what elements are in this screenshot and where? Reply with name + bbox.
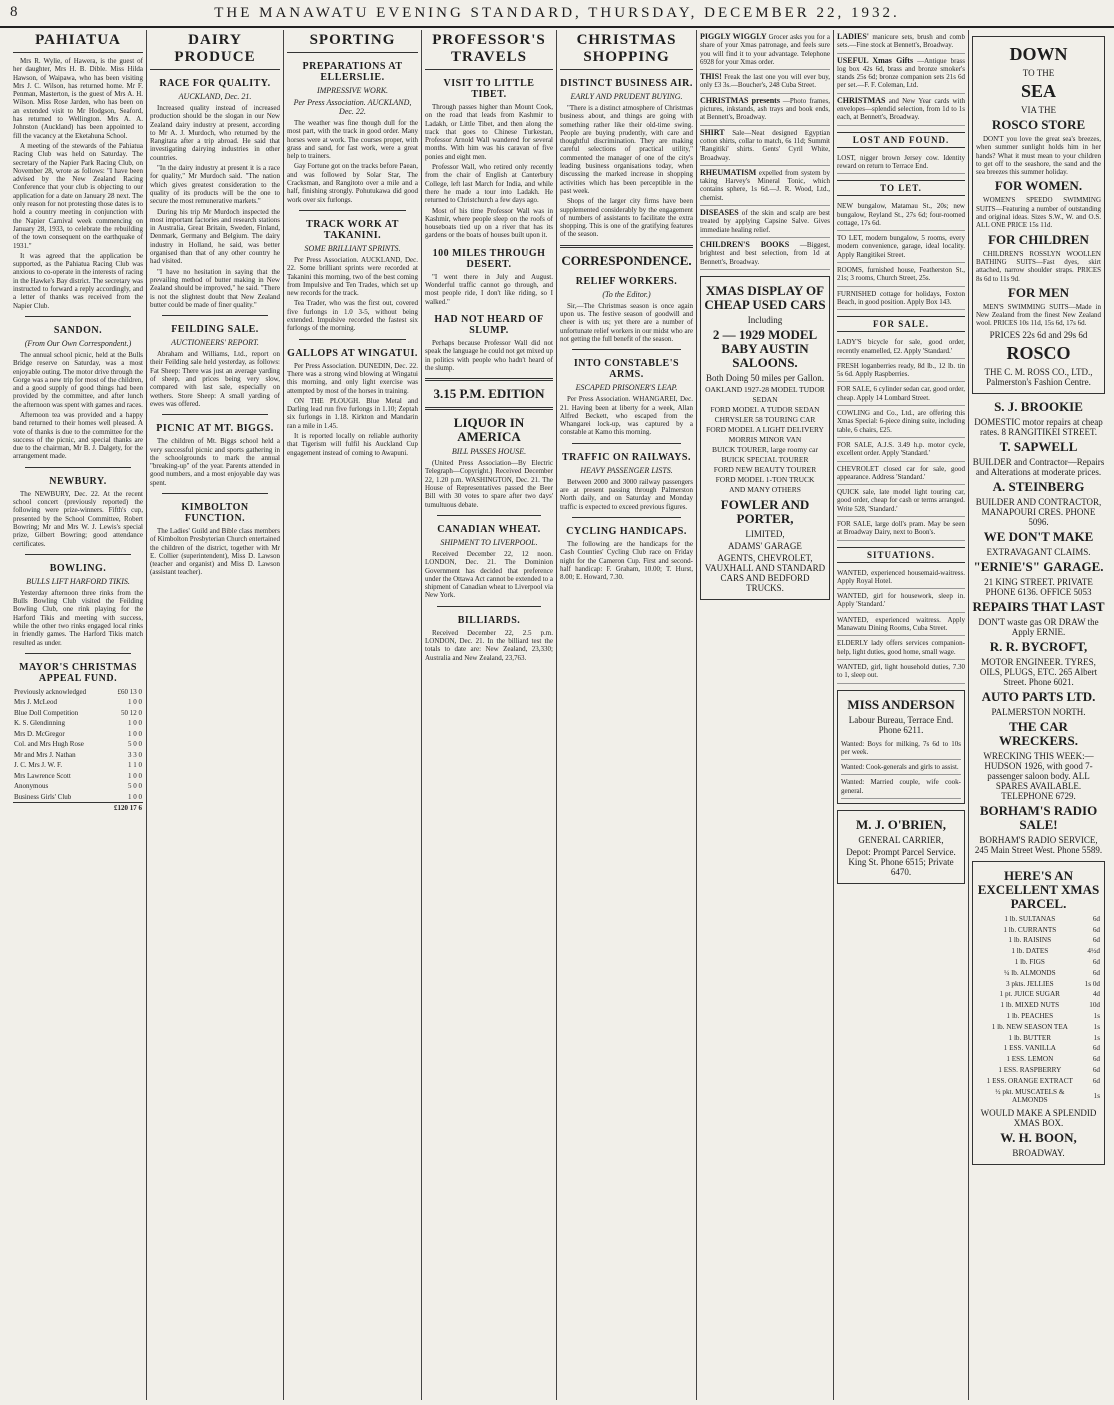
classified-ad: USEFUL Xmas Gifts —Antique brass log box 42s 6d, brass and bronze smoker's stands 25s 6d; bronze companion sets 21s 6d per set.—F. F. Coleman, Ltd.: [837, 54, 965, 94]
fund-table: [13, 687, 143, 814]
desert-subheading: 100 MILES THROUGH DESERT.: [432, 247, 546, 270]
divider: [25, 554, 131, 555]
sapwell-sub: BUILDER and Contractor—Repairs and Alterations at moderate prices.: [972, 456, 1105, 477]
column-classifieds: [834, 30, 969, 1400]
dateline: Per Press Association. AUCKLAND, Dec. 22.: [293, 98, 412, 116]
fund-total-row: £120 17 6: [13, 803, 143, 814]
fowler-porter-ltd: LIMITED,: [745, 528, 785, 539]
table-row: Mrs J. McLeod 1 0 0: [14, 698, 142, 707]
baby-austin-heading: 2 — 1929 MODEL BABY AUSTIN SALOONS.: [712, 326, 818, 370]
list-item: 1 ESS. ORANGE EXTRACT 6d: [986, 1076, 1100, 1085]
boon-heading: W. H. BOON,: [1000, 1130, 1077, 1146]
article-paragraph: Between 2000 and 3000 railway passengers are at present passing through Palmerston North daily, and on Saturday and Monday traffic is expected to exceed previous figures.: [560, 477, 693, 511]
column-dairy: [147, 30, 284, 1400]
christmas-shopping-heading: CHRISTMAS SHOPPING: [560, 32, 693, 70]
article-paragraph: Sir,—The Christmas season is once again upon us. The festive season of goodwill and cheer is with us; yet there are a number of unfortunate relief workers in our midst who are not getting the full benefit of the season.: [560, 301, 693, 343]
article-paragraph: The Ladies' Guild and Bible class members of Kimbolton Presbyterian Church entertained the children of the district, together with Mr E. Collier (superintendent), Miss D. Lawson (teacher and organist) and Miss D. Lawson (assistant teacher).: [150, 526, 280, 577]
article-paragraph: "In the dairy industry at present it is a race for quality," Mr Murdoch said. "The nation which gives greatest consideration to the quality of its products will be the one to secure the most remunerative markets.": [150, 164, 280, 206]
divider: [162, 493, 268, 494]
classified-ad: NEW bungalow, Matamau St., 20s; new bungalow, Reyland St., 27s 6d; four-roomed cottage, 17s 6d.: [837, 199, 965, 231]
article-paragraph: Per Press Association. WHANGAREI, Dec. 21. Having been at liberty for a week, Allan Alfred Beckett, who escaped from the Whangarei lock-up, was captured by a constable at Kamo this morning.: [560, 395, 693, 437]
article-paragraph: Most of his time Professor Wall was in Kashmir, where people sleep on the roofs of houseboats tied up on a river that has its gardens or the boats of houses built upon it.: [425, 206, 553, 240]
article-paragraph: "I have no hesitation in saying that the prevailing method of butter making in New Zealand should be improved," he said. "There is not the slightest doubt that New Zealand butter could be made of finer quality.": [150, 267, 280, 309]
repairs-heading: REPAIRS THAT LAST: [972, 598, 1105, 614]
classified-ad: ROOMS, furnished house, Featherston St., 21s; 3 rooms, Church Street, 25s.: [837, 263, 965, 287]
auto-parts-sub: PALMERSTON NORTH.: [991, 706, 1086, 717]
classified-ad: WANTED, girl for housework, sleep in. Apply 'Standard.': [837, 589, 965, 613]
sporting-subheading-2: IMPRESSIVE WORK.: [316, 86, 389, 95]
article-paragraph: Abraham and Williams, Ltd., report on their Feilding sale held yesterday, as follows: Fat Sheep: There was just an average yarding of sheep, and prices being very slow, compared with last sale, especially on wethers. Store Sheep: A small yarding of ewes was offered.: [150, 350, 280, 408]
table-row: Anonymous 5 0 0: [14, 782, 142, 791]
classified-ad: LADIES' manicure sets, brush and comb sets.—Fine stock at Bennett's, Broadway.: [837, 30, 965, 54]
column-professor: [422, 30, 557, 1400]
article-paragraph: A meeting of the stewards of the Pahiatua Racing Club was held on Saturday. The secretary of the Napier Park Racing Club, on November 28, wrote as follows: "I have been advised by the New Zealand Racing Conference that your club is objecting to our application for a date on January 28 next. The only reason for not protesting those dates is to hold a country meeting in conjunction with the Napier Carnival week commencing on January 28, 1933, to celebrate the rebuilding of the town consequent on the earthquake of 1931.": [13, 141, 143, 250]
table-row: J. C. Mrs J. W. F. 1 1 0: [14, 761, 142, 770]
column-pahiatua: [10, 30, 147, 1400]
shopping-subheading: DISTINCT BUSINESS AIR.: [560, 78, 693, 89]
ernies-garage-heading: "ERNIE'S" GARAGE.: [973, 558, 1104, 574]
radio-sale-sub: BORHAM'S RADIO SERVICE, 245 Main Street West. Phone 5589.: [974, 834, 1103, 855]
table-row: Blue Doll Competition 50 12 0: [14, 708, 142, 717]
article-paragraph: Mrs R. Wylie, of Hawera, is the guest of her daughter, Mrs H. B. Dible. Miss Hilda Hawson, of Waipawa, who has been visiting Mrs J. C. Wilson, has returned home. Mr F. Penman, Masterton, is the guest of Mrs A. H. Wilson. Miss Rose Jarden, who has been on an extended visit to Mr Hodgson, Seaford, has returned to Wellington. Mrs A. A. Johnston (Auckland) has been appointed to fill the vacancy at the Eketahuna School.: [13, 57, 143, 140]
extravagant-label: EXTRAVAGANT CLAIMS.: [986, 546, 1091, 557]
via-the-label: VIA THE: [1020, 105, 1057, 115]
article-paragraph: Tea Trader, who was the first out, covered five furlongs in 1.0 3-5, without being extended. Impulsive recorded the fastest six furlongs of the morning.: [287, 299, 418, 333]
article-paragraph: Increased quality instead of increased production should be the slogan in our New Zealand dairy industry at present, according to Mr A. J. Murdoch, who returned by the Rangitata after a trip abroad. He said that investigating dairying industries in other countries.: [150, 104, 280, 162]
feilding-heading: FEILDING SALE.: [171, 324, 259, 336]
article-paragraph: The NEWBURY, Dec. 22. At the recent school concert (previously reported) the following were prize-winners. Fifth's cup, presented by the School Committee, Robert Bowring; Mr and Mrs W. J. Lewis's special prize, Gilbert Bowring; good attendance certificates.: [13, 489, 143, 548]
bureau-item: Wanted: Cook-generals and girls to assist.: [841, 760, 961, 775]
children-heading: FOR CHILDREN: [988, 231, 1089, 247]
list-item: 1 ESS. VANILLA 6d: [1003, 1044, 1100, 1053]
article-paragraph: "There is a distinct atmosphere of Christmas business about, and things are going with something rather like their old-time swing. People are buying prudently, with care and thoughtful discrimination. They are making careful selections of practical utility," commented the manager of one of the city's leading business organisations today, when discussing the marked increase in shopping activities which has been perceptible in the past week.: [560, 104, 693, 195]
takanini-subheading: SOME BRILLIANT SPRINTS.: [304, 243, 401, 253]
classified-ad: FOR SALE, large doll's pram. May be seen at Broadway Dairy, next to Boon's.: [837, 517, 965, 541]
article-paragraph: The weather was fine though dull for the most part, with the track in good order. Many horses were at work. The courses proper, with grass and sand, for fast work, were a great help to trainers.: [287, 119, 418, 161]
car-listing: BUICK SPECIAL TOURER: [721, 454, 809, 464]
car-listing: FORD MODEL A LIGHT DELIVERY: [706, 424, 824, 434]
brookie-sub: DOMESTIC motor repairs at cheap rates. 8 RANGITIKEI STREET.: [974, 416, 1103, 437]
divider: [437, 515, 541, 516]
car-wreckers-heading: THE CAR WRECKERS.: [998, 718, 1079, 748]
adams-garage: ADAMS' GARAGE: [728, 540, 802, 551]
obrien-heading: M. J. O'BRIEN,: [856, 817, 946, 833]
rosco-intro: DON'T you love the great sea's breezes, when summer sunlight holds him in her hands? What it must mean to your children to get off to the seashore, the sand and the sea breezes this summer holiday.: [976, 135, 1101, 177]
miss-anderson-heading: MISS ANDERSON: [847, 696, 955, 712]
bowling-heading: BOWLING.: [49, 562, 107, 574]
table-row: Mrs Lawrence Scott 1 0 0: [14, 771, 142, 780]
divider: [25, 316, 131, 317]
divider: [299, 210, 406, 211]
list-item: ½ pkt. MUSCATELS & ALMONDS 1s: [995, 1087, 1100, 1105]
divider: [299, 339, 406, 340]
classified-ad: WANTED, experienced housemaid-waitress. Apply Royal Hotel.: [837, 566, 965, 590]
labour-bureau-sub: Labour Bureau, Terrace End. Phone 6211.: [848, 714, 954, 735]
bycroft-sub: MOTOR ENGINEER. TYRES, OILS, PLUGS, ETC. 265 Albert Street. Phone 6021.: [979, 656, 1098, 687]
carrier-ad: [837, 810, 965, 884]
article-paragraph: ON THE PLOUGH. Blue Metal and Darling lead run five furlongs in 1.10; Zeptah six furlongs in 1.18. Kirkton and Mandarin ran a mile in 1.45.: [287, 396, 418, 430]
divider: [25, 467, 131, 468]
pahiatua-heading: PAHIATUA: [13, 32, 143, 53]
xmas-display-heading: XMAS DISPLAY OF CHEAP USED CARS: [704, 282, 826, 312]
situations-section: SITUATIONS.: [837, 547, 965, 563]
fowler-porter-agents: AGENTS, CHEVROLET, VAUXHALL AND STANDARD CARS AND BEDFORD TRUCKS.: [704, 552, 826, 593]
sandon-heading: SANDON.: [53, 324, 103, 336]
including-label: Including: [747, 314, 783, 325]
table-row: Business Girls' Club 1 0 0: [14, 792, 142, 801]
list-item: 1 pt. JUICE SUGAR 4d: [999, 990, 1100, 999]
article-paragraph: Per Press Association. AUCKLAND, Dec. 22. Some brilliant sprints were recorded at Takanini this morning, two of the best coming from Impulsive and Ten Trades, which set up new records for the track.: [287, 255, 418, 298]
cycling-heading: CYCLING HANDICAPS.: [566, 525, 687, 537]
rosco-brand: ROSCO: [1006, 342, 1071, 363]
car-listing: MORRIS MINOR VAN: [728, 434, 802, 444]
for-sale-section: FOR SALE.: [837, 316, 965, 332]
classified-ad: FOR SALE, 6 cylinder sedan car, good order, cheap. Apply 14 Lombard Street.: [837, 382, 965, 406]
divider: [560, 245, 693, 248]
bowling-subheading: BULLS LIFT HARFORD TIKIS.: [26, 576, 130, 586]
wingatui-heading: GALLOPS AT WINGATUI.: [287, 347, 418, 359]
used-cars-ad: [700, 276, 830, 600]
classified-ad: WANTED, girl, light household duties, 7.30 to 1, sleep out.: [837, 660, 965, 684]
classified-ad: CHEVROLET closed car for sale, good appearance. Address 'Standard.': [837, 462, 965, 486]
obrien-sub: GENERAL CARRIER,: [858, 835, 944, 846]
list-item: 1 lb. RAISINS 6d: [1008, 936, 1100, 945]
parcel-closing: WOULD MAKE A SPLENDID XMAS BOX.: [980, 1108, 1097, 1129]
classified-ad: CHILDREN'S BOOKS —Biggest, brightest and best selection, from 1d at Bennett's, Broadway.: [700, 238, 830, 270]
article-paragraph: "I went there in July and August. Wonderful traffic cannot go through, and most people ride, I don't like riding, so I walked.": [425, 272, 553, 306]
billiards-heading: BILLIARDS.: [457, 614, 521, 626]
dairy-heading: DAIRY PRODUCE: [150, 32, 280, 70]
repairs-sub: DON'T waste gas OR DRAW the Apply ERNIE.: [978, 616, 1099, 637]
list-item: 1 lb. BUTTER 1s: [1008, 1033, 1100, 1042]
fowler-porter-name: FOWLER AND PORTER,: [720, 496, 810, 526]
edition-heading: 3.15 P.M. EDITION: [433, 386, 545, 402]
column-display-ads: [969, 30, 1108, 1400]
table-row: Col. and Mrs Hugh Rose 5 0 0: [14, 740, 142, 749]
liquor-heading: LIQUOR IN AMERICA: [453, 415, 525, 445]
takanini-heading: TRACK WORK AT TAKANINI.: [306, 218, 399, 241]
classified-ad: LADY'S bicycle for sale, good order, recently enamelled, £2. Apply 'Standard.': [837, 335, 965, 359]
mayor-fund-heading: MAYOR'S CHRISTMAS APPEAL FUND.: [19, 661, 137, 684]
lost-found-section: LOST AND FOUND.: [837, 132, 965, 148]
to-let-section: TO LET.: [837, 180, 965, 196]
column-christmas-shopping: [557, 30, 697, 1400]
article-paragraph: Afternoon tea was provided and a happy band returned to their homes well pleased. A vote of thanks is due to the committee for the success of the picnic, and special thanks are due to the chairman, Mr B. J. Dalgety, for the arrangement made.: [13, 410, 143, 461]
correspondence-heading: CORRESPONDENCE.: [561, 252, 692, 268]
dairy-subheading: RACE FOR QUALITY.: [159, 78, 271, 89]
ernies-garage-sub: 21 KING STREET. PRIVATE PHONE 6136. OFFICE 5053: [984, 576, 1093, 597]
car-wreckers-sub: WRECKING THIS WEEK:— HUDSON 1926, with good 7-passenger saloon body. ALL SPARES AVAILABLE. TELEPHONE 6729.: [983, 750, 1094, 801]
steinberg-sub: BUILDER AND CONTRACTOR, MANAPOURI CRES. PHONE 5096.: [975, 496, 1102, 527]
down-heading: DOWN: [1009, 44, 1068, 64]
steinberg-heading: A. STEINBERG: [992, 478, 1085, 494]
car-listing: BUICK TOURER, large roomy car: [711, 444, 819, 454]
classified-ad: DISEASES of the skin and scalp are best treated by applying Capsine Salve. Gives immediate healing relief.: [700, 206, 830, 238]
bycroft-heading: R. R. BYCROFT,: [989, 638, 1088, 654]
list-item: 3 pkts. JELLIES 1s 0d: [1005, 979, 1101, 988]
classified-ad: TO LET, modern bungalow, 5 rooms, every modern convenience, garage, ideal locality. Apply Rangitikei Street.: [837, 231, 965, 263]
article-paragraph: Through passes higher than Mount Cook, on the road that leads from Kashmir to Ladakh, or Little Tibet, and then along the track that goes to Chinese Turkestan, Professor Arnold Wall wandered for several months. With him was his caravan of five ponies and eight men.: [425, 103, 553, 161]
prisoner-heading: INTO CONSTABLE'S ARMS.: [573, 358, 680, 381]
sporting-subheading: PREPARATIONS AT ELLERSLIE.: [302, 61, 403, 83]
classified-ad: FURNISHED cottage for holidays, Foxton Beach, in good position. Apply Box 143.: [837, 287, 965, 311]
sandon-subheading: (From Our Own Correspondent.): [24, 338, 132, 348]
classified-ad: RHEUMATISM expelled from system by taking Harvey's Mineral Tonic, which contains sphere, 1s 6d.—J. R. Wood, Ltd., chemist.: [700, 166, 830, 206]
classified-ad: QUICK sale, late model light touring car, good order, cheap for cash or terms arranged. Write 528, 'Standard.': [837, 485, 965, 517]
article-paragraph: Gay Fortune got on the tracks before Paean, and was followed by Solar Star, The Cracksman, and Rangitoto over a mile and a half, finishing strongly. Pohutukawa did good work over six furlongs.: [287, 162, 418, 204]
page-number: 8: [10, 4, 18, 20]
xmas-parcel-ad: [972, 861, 1105, 1165]
rosco-ad: [972, 36, 1105, 394]
table-row: Mrs D. McGregor 1 0 0: [14, 729, 142, 738]
prisoner-subheading: ESCAPED PRISONER'S LEAP.: [575, 383, 678, 393]
boon-sub: BROADWAY.: [1012, 1148, 1065, 1159]
table-row: K. S. Glendinning 1 0 0: [14, 719, 142, 728]
baby-austin-sub: Both Doing 50 miles per Gallon.: [706, 372, 824, 383]
article-paragraph: It is reported locally on reliable authority that Tigerism will fulfil his Auckland Cup engagement instead of coming to Awapuni.: [287, 432, 418, 457]
divider: [25, 653, 131, 654]
car-listing: AND MANY OTHERS: [729, 484, 801, 494]
dont-make-heading: WE DON'T MAKE: [983, 528, 1094, 544]
article-paragraph: (United Press Association—By Electric Telegraph—Copyright.) Received December 22, 1.20 p.m. WASHINGTON, Dec. 21. The House of Representatives passed the Beer Bill with 30 votes to spare after two days' tumultuous debate.: [425, 459, 553, 509]
sporting-heading: SPORTING: [287, 32, 418, 53]
kimbolton-heading: KIMBOLTON FUNCTION.: [181, 501, 249, 524]
obrien-text: Depot: Prompt Parcel Service. King St. Phone 6515; Private 6470.: [846, 847, 956, 878]
masthead: [0, 0, 1114, 28]
professor-heading: PROFESSOR'S TRAVELS: [425, 32, 553, 70]
article-paragraph: Shops of the larger city firms have been supplemented considerably by the engagement of numbers of assistants to facilitate the extra shopping. This is one of the gratifying features of the season.: [560, 197, 693, 239]
women-text: WOMEN'S SPEEDO SWIMMING SUITS—Featuring a number of outstanding and original ideas. Sizes S.W., W. and O.S. ALL ONE PRICE 15s 11d.: [976, 196, 1101, 230]
list-item: 1 lb. PEACHES 1s: [1006, 1011, 1100, 1020]
relief-heading: RELIEF WORKERS.: [575, 275, 678, 287]
divider: [572, 443, 681, 444]
table-row: Mr and Mrs J. Nathan 3 3 0: [14, 750, 142, 759]
list-item: 1 lb. SULTANAS 6d: [1004, 914, 1100, 923]
classified-ad: CHRISTMAS and New Year cards with envelopes—splendid selection, from 1d to 1s each, at Bennett's, Broadway.: [837, 94, 965, 126]
parcel-price-list: [976, 914, 1101, 1106]
wheat-subheading: SHIPMENT TO LIVERPOOL.: [440, 537, 538, 547]
traffic-heading: TRAFFIC ON RAILWAYS.: [561, 451, 691, 463]
classified-ad: PIGGLY WIGGLY Grocer asks you for a share of your Xmas patronage, and feels sure you will find it to your advantage. Telephone 6928 for your Xmas order.: [700, 30, 830, 70]
classified-ad: COWLING and Co., Ltd., are offering this Xmas Special: 6-piece dining suite, including table, 6 chairs, £25.: [837, 406, 965, 438]
list-item: 1 lb. DATES 4½d: [1011, 947, 1100, 956]
rosco-store-heading: ROSCO STORE: [991, 117, 1086, 132]
divider: [162, 414, 268, 415]
car-listing: FORD NEW BEAUTY TOURER: [713, 464, 817, 474]
masthead-title: THE MANAWATU EVENING STANDARD, THURSDAY, DECEMBER 22, 1932.: [214, 4, 900, 21]
relief-subheading: (To the Editor.): [602, 289, 651, 299]
columns: [10, 30, 1108, 1400]
article-paragraph: Received December 22, 12 noon. LONDON, Dec. 21. The Dominion Government has decided that preference under the Ottawa Act cannot be extended to a shipment of Canadian wheat to Liverpool via New York.: [425, 549, 553, 600]
parcel-heading: HERE'S AN EXCELLENT XMAS PARCEL.: [977, 867, 1100, 911]
brookie-heading: S. J. BROOKIE: [994, 398, 1083, 414]
article-paragraph: Received December 22, 2.5 p.m. LONDON, Dec. 21. In the billiard test the totals to date are: New Zealand, 23,330; Australia and New Zealand, 23,763.: [425, 628, 553, 662]
list-item: ¼ lb. ALMONDS 6d: [1004, 968, 1100, 977]
divider: [425, 378, 553, 381]
column-sporting: [284, 30, 422, 1400]
list-item: 1 lb. CURRANTS 6d: [1003, 925, 1100, 934]
article-paragraph: Yesterday afternoon three rinks from the Bulls Bowling Club visited the Feilding Bowling Club, one rink playing for the Harford Tikis and meeting with success, while the other two rinks engaged local rinks in friendly games. The Harford Tikis match resulted as under.: [13, 588, 143, 647]
to-the-label: TO THE: [1022, 68, 1055, 78]
classified-ad: LOST, nigger brown Jersey cow. Identity reward on return to Terrace End.: [837, 151, 965, 175]
children-text: CHILDREN'S ROSSLYN WOOLLEN BATHING SUITS—Fast dyes, skirt attached, narrow shoulder straps. PRICES 8s 6d to 11s 9d.: [976, 249, 1101, 283]
article-paragraph: Perhaps because Professor Wall did not speak the language he could not get mixed up in politics with people who hadn't heard of the slump.: [425, 338, 553, 372]
rosco-company: THE C. M. ROSS CO., LTD., Palmerston's Fashion Centre.: [984, 366, 1093, 387]
classified-ad: WANTED, experienced waitress. Apply Manawatu Dining Rooms, Cuba Street.: [837, 613, 965, 637]
sapwell-heading: T. SAPWELL: [999, 438, 1078, 454]
car-listing: OAKLAND 1927-28 MODEL TUDOR SEDAN: [705, 384, 825, 404]
article-paragraph: The following are the handicaps for the Cash Counties' Cycling Club race on Friday night for the Cameron Cup. First and second-half handicap: F. Graham, 10.00; T. Hurst, 8.00; E. Howard, 7.30.: [560, 539, 693, 582]
men-text: MEN'S SWIMMING SUITS—Made in New Zealand from the finest New Zealand wool. PRICES 10s 11d, 15s 6d, 17s 6d.: [976, 302, 1101, 328]
list-item: 1 lb. FIGS 6d: [1014, 957, 1100, 966]
divider: [162, 315, 268, 316]
divider: [437, 606, 541, 607]
classified-ad: SHIRT Sale—Neat designed Egyptian cotton shirts, collar to match, 6s 11d; Summit 'Rangitiki' shirts. Gents' Cyril White, Broadway.: [700, 126, 830, 166]
classified-ad: THIS! Freak the last one you will ever buy, only £3 3s.—Boucher's, 248 Cuba Street.: [700, 70, 830, 94]
article-paragraph: The children of Mt. Biggs school held a very successful picnic and sports gathering in the schoolgrounds to mark the annual "breaking-up" of the year. Parents attended in good numbers, and a most enjoyable day was spent.: [150, 437, 280, 487]
sea-heading: SEA: [1020, 81, 1056, 101]
classified-ad: CHRISTMAS presents —Photo frames, pictures, inkstands, ash trays and book ends, at Bennett's, Broadway.: [700, 94, 830, 126]
classified-ad: FRESH loganberries ready, 8d lb., 12 lb. tin 5s 6d. Apply Raspberries.: [837, 359, 965, 383]
labour-bureau-ad: [837, 690, 965, 804]
car-listing: FORD MODEL A TUDOR SEDAN: [710, 404, 820, 414]
men-heading: FOR MEN: [1007, 284, 1070, 300]
feilding-subheading: AUCTIONEERS' REPORT.: [171, 338, 259, 348]
car-listing: FORD MODEL 1-TON TRUCK: [715, 474, 815, 484]
list-item: 1 lb. NEW SEASON TEA 1s: [991, 1022, 1100, 1031]
newbury-heading: NEWBURY.: [49, 475, 107, 487]
picnic-heading: PICNIC AT MT. BIGGS.: [156, 423, 274, 435]
list-item: 1 lb. MIXED NUTS 10d: [1000, 1001, 1100, 1010]
classified-ad: ELDERLY lady offers services companion-help, light duties, good home, small wage.: [837, 636, 965, 660]
shopping-subheading-2: EARLY AND PRUDENT BUYING.: [570, 92, 683, 101]
women-heading: FOR WOMEN.: [994, 178, 1083, 194]
radio-sale-heading: BORHAM'S RADIO SALE!: [979, 802, 1098, 832]
car-listing: CHRYSLER 58 TOURING CAR: [714, 414, 816, 424]
article-paragraph: During his trip Mr Murdoch inspected the most important factories and research stations in Australia, Great Britain, Sweden, Finland, Denmark, Germany and Belgium. The dairy industry in Holland, he said, was better organised than that of any other country he had visited.: [150, 207, 280, 266]
wheat-heading: CANADIAN WHEAT.: [437, 523, 541, 535]
slump-subheading: HAD NOT HEARD OF SLUMP.: [434, 313, 544, 336]
article-paragraph: Per Press Association. DUNEDIN, Dec. 22. There was a strong wind blowing at Wingatui this morning, and only light exercise was attempted by most of the horses in training.: [287, 361, 418, 395]
professor-subheading: VISIT TO LITTLE TIBET.: [443, 78, 535, 100]
list-item: 1 ESS. RASPBERRY 6d: [998, 1065, 1100, 1074]
men-prices: PRICES 22s 6d and 29s 6d: [989, 329, 1088, 340]
table-row: Previously acknowledged £60 13 0: [14, 687, 142, 696]
article-paragraph: The annual school picnic, held at the Bulls Bridge reserve on Saturday, was a most enjoyable outing. The motor drive through the Gorge was a new trip for most of the children, and a good supply of good things had been provided by the committee, and after lunch the afternoon was spent with games and races.: [13, 350, 143, 409]
bureau-item: Wanted: Married couple, wife cook-general.: [841, 775, 961, 799]
liquor-subheading: BILL PASSES HOUSE.: [451, 447, 527, 457]
classified-ad: FOR SALE, A.J.S. 3.49 h.p. motor cycle, excellent order. Apply 'Standard.': [837, 438, 965, 462]
traffic-subheading: HEAVY PASSENGER LISTS.: [580, 465, 673, 475]
article-paragraph: It was agreed that the application be supported, as the Pahiatua Racing Club was anxious to co-operate in the interests of racing in the Hawke's Bay district. The secretary was instructed to forward a reply accordingly, and a letter of thanks was received from the Napier Club.: [13, 251, 143, 310]
dateline: AUCKLAND, Dec. 21.: [178, 92, 252, 101]
auto-parts-heading: AUTO PARTS LTD.: [981, 688, 1096, 704]
divider: [572, 517, 681, 518]
column-ads-cars: [697, 30, 834, 1400]
list-item: 1 ESS. LEMON 6d: [1006, 1055, 1100, 1064]
article-paragraph: Professor Wall, who retired only recently from the chair of English at Canterbury College, left last March for India, and while there he made a tour into Ladakh. He returned to Christchurch a few days ago.: [425, 163, 553, 205]
divider: [572, 349, 681, 350]
divider: [425, 407, 553, 410]
bureau-item: Wanted: Boys for milking, 7s 6d to 10s per week.: [841, 737, 961, 761]
